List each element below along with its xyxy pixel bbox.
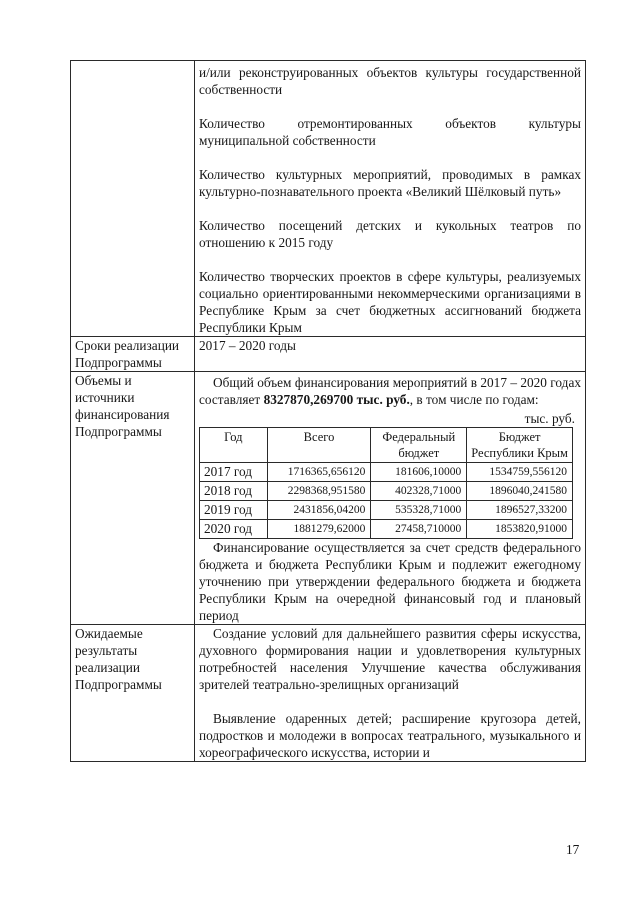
indicators-row [71,61,586,337]
financing-total-suffix: , в том числе по годам: [409,392,539,407]
financing-total [199,374,581,408]
total-cell: 2431856,04200 [267,501,371,520]
header-federal: Федеральный бюджет [371,428,467,463]
table-row [200,520,573,539]
financing-cell [195,372,586,625]
financing-note: Финансирование осуществляется за счет средств федерального бюджета и бюджета Республики Крым и подлежит ежегодному уточнению при утверждении федерального бюджета и бюджета Республики Крым на очередной финансовый год и плановый период [199,540,581,623]
year-cell: 2018 год [200,482,268,501]
total-cell: 1716365,656120 [267,463,371,482]
crimea-cell: 1853820,91000 [467,520,573,539]
header-total: Всего [267,428,371,463]
year-cell: 2020 год [200,520,268,539]
terms-label: Сроки реализации Подпрограммы [71,337,195,372]
federal-cell: 27458,710000 [371,520,467,539]
table-header-row [200,428,573,463]
header-crimea: Бюджет Республики Крым [467,428,573,463]
crimea-cell: 1896527,33200 [467,501,573,520]
results-row [71,625,586,762]
year-cell: 2017 год [200,463,268,482]
indicator-item: Количество посещений детских и кукольных театров по отношению к 2015 году [199,218,581,250]
indicator-item: Количество творческих проектов в сфере культуры, реализуемых социально ориентированными некоммерческими организациями в Республике Крым за счет бюджетных ассигнований бюджета Республики Крым [199,269,581,335]
federal-cell: 535328,71000 [371,501,467,520]
indicator-item: и/или реконструированных объектов культуры государственной собственности [199,65,581,97]
results-cell [195,625,586,762]
financing-row [71,372,586,625]
indicators-label-cell [71,61,195,337]
table-row [200,482,573,501]
year-cell: 2019 год [200,501,268,520]
unit-label: тыс. руб. [524,411,575,426]
results-paragraph: Выявление одаренных детей; расширение кругозора детей, подростков и молодежи в вопросах театрального, музыкального и хореографического искусства, истории и [199,711,581,760]
table-row [200,463,573,482]
indicators-cell [195,61,586,337]
results-label: Ожидаемые результаты реализации Подпрограммы [71,625,195,762]
results-paragraph: Создание условий для дальнейшего развития сферы искусства, духовного формирования нации и удовлетворения культурных потребностей населения Улучшение качества обслуживания зрителей театрально-зрелищных организаций [199,626,581,692]
financing-label: Объемы и источники финансирования Подпрограммы [71,372,195,625]
table-row [200,501,573,520]
federal-cell: 181606,10000 [371,463,467,482]
indicator-item: Количество отремонтированных объектов культуры муниципальной собственности [199,116,581,148]
financing-total-amount: 8327870,269700 тыс. руб. [263,392,410,407]
page-number: 17 [566,842,580,857]
passport-table [70,60,586,762]
terms-row [71,337,586,372]
financing-total-prefix: Общий объем финансирования мероприятий в 2017 – 2020 годах составляет [199,375,581,407]
federal-cell: 402328,71000 [371,482,467,501]
total-cell: 2298368,951580 [267,482,371,501]
crimea-cell: 1534759,556120 [467,463,573,482]
indicator-item: Количество культурных мероприятий, проводимых в рамках культурно-познавательного проекта «Великий Шёлковый путь» [199,167,581,199]
financing-years-table [199,427,573,539]
terms-value: 2017 – 2020 годы [195,337,586,372]
total-cell: 1881279,62000 [267,520,371,539]
header-year: Год [200,428,268,463]
crimea-cell: 1896040,241580 [467,482,573,501]
